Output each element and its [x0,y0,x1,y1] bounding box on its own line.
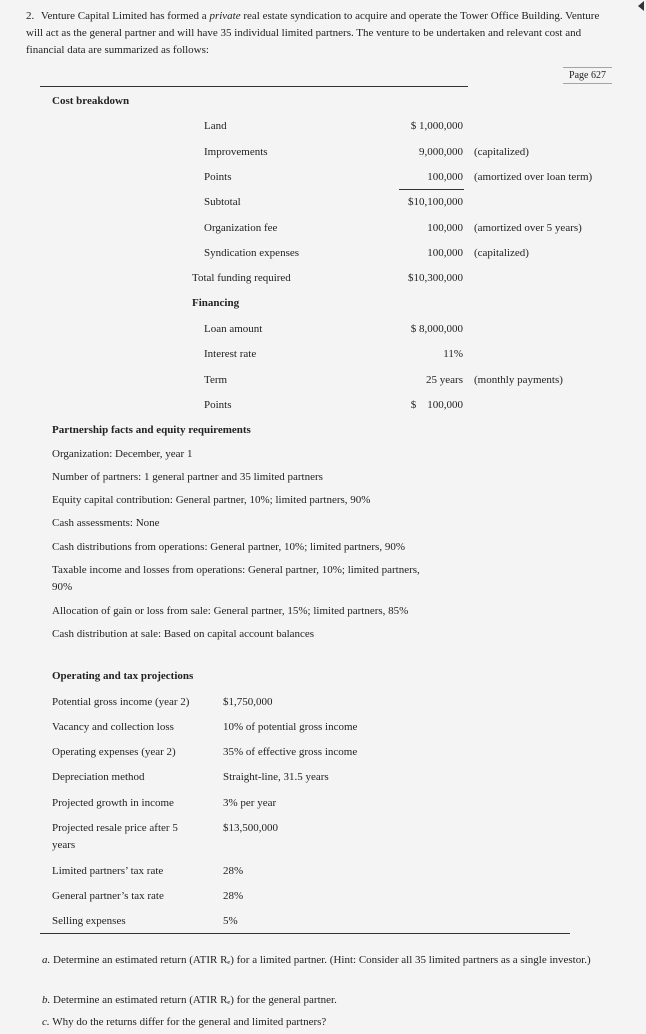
partnership-line: Cash distributions from operations: General partner, 10%; limited partners, 90% [52,541,406,553]
partnership-line: Equity capital contribution: General partner, 10%; limited partners, 90% [52,494,371,506]
cost-value: 9,000,000 [419,146,463,158]
operating-label: Projected growth in income [52,797,174,809]
question-b [42,992,612,1009]
question-b-label: b. [42,994,51,1006]
partnership-line: Taxable income and losses from operations: General partner, 10%; limited partners, [52,564,420,576]
cost-value: 100,000 [427,222,463,234]
cost-label: Syndication expenses [204,247,300,259]
financing-value: $ 100,000 [410,399,463,411]
financing-label: Points [204,399,232,411]
operating-value: 35% of effective gross income [223,746,358,758]
operating-label: Potential gross income (year 2) [52,696,190,708]
financing-value: 25 years [426,374,463,386]
question-b-text: Determine an estimated return (ATIR Rₑ) for the general partner. [53,994,337,1006]
financing-note: (monthly payments) [474,374,563,386]
partnership-line: Number of partners: 1 general partner and 35 limited partners [52,471,323,483]
operating-value: 28% [223,890,244,902]
partnership-heading: Partnership facts and equity requirements [52,424,251,436]
operating-label: Limited partners’ tax rate [52,865,164,877]
operating-label: Depreciation method [52,771,145,783]
operating-label: Projected resale price after 5 [52,822,178,834]
question-c-label: c. [42,1016,50,1028]
cost-note: (amortized over loan term) [474,171,593,183]
partnership-line: 90% [52,581,73,593]
partnership-line: Cash distribution at sale: Based on capital account balances [52,628,315,640]
operating-value: 5% [223,915,238,927]
question-a-label: a. [42,954,51,966]
financing-label: Term [204,374,228,386]
operating-value: 10% of potential gross income [223,721,358,733]
operating-value: 3% per year [223,797,277,809]
cost-label: Subtotal [204,196,241,208]
top-divider [40,86,468,87]
subtotal-rule [399,189,464,190]
operating-label: Vacancy and collection loss [52,721,174,733]
question-a-text: Determine an estimated return (ATIR Rₑ) for a limited partner. (Hint: Consider all 35 limited partners as a single investor.) [53,954,591,966]
operating-value: Straight-line, 31.5 years [223,771,329,783]
financing-label: Loan amount [204,323,263,335]
cost-label: Organization fee [204,222,278,234]
question-c [42,1014,612,1031]
cost-value: $10,100,000 [408,196,463,208]
back-arrow-icon[interactable] [634,0,646,12]
operating-value: $13,500,000 [223,822,278,834]
operating-value: $1,750,000 [223,696,273,708]
cost-note: (amortized over 5 years) [474,222,582,234]
operating-heading: Operating and tax projections [52,670,194,682]
partnership-line: Allocation of gain or loss from sale: General partner, 15%; limited partners, 85% [52,605,409,617]
question-a [42,952,612,969]
page-label: Page 627 [563,67,612,84]
partnership-line: Cash assessments: None [52,517,160,529]
cost-value: 100,000 [427,171,463,183]
question-c-text: Why do the returns differ for the general and limited partners? [52,1016,327,1028]
cost-value: 100,000 [427,247,463,259]
total-label: Total funding required [192,272,291,284]
cost-label: Points [204,171,232,183]
problem-intro [26,8,606,59]
problem-number: 2. [26,10,35,22]
partnership-line: Organization: December, year 1 [52,448,193,460]
operating-label: Operating expenses (year 2) [52,746,176,758]
operating-label: years [52,839,76,851]
financing-label: Interest rate [204,348,257,360]
operating-label: General partner’s tax rate [52,890,164,902]
bottom-divider [40,933,570,934]
total-value: $10,300,000 [408,272,463,284]
cost-label: Land [204,120,227,132]
cost-label: Improvements [204,146,268,158]
intro-text-before: Venture Capital Limited has formed a [40,10,210,22]
intro-text-after: real estate syndication to acquire and operate the Tower Office Building. Venture will act as the general partner and will have 35 individual limited partners. The venture to be undertaken and relevant cost and financial data are summarized as follows: [26,10,600,56]
cost-note: (capitalized) [474,146,529,158]
cost-value: $ 1,000,000 [410,120,463,132]
cost-note: (capitalized) [474,247,529,259]
intro-text-italic: private [209,10,241,22]
operating-label: Selling expenses [52,915,126,927]
financing-value: $ 8,000,000 [410,323,463,335]
cost-heading: Cost breakdown [52,95,130,107]
financing-value: 11% [443,348,463,360]
financing-heading: Financing [192,297,240,309]
operating-value: 28% [223,865,244,877]
